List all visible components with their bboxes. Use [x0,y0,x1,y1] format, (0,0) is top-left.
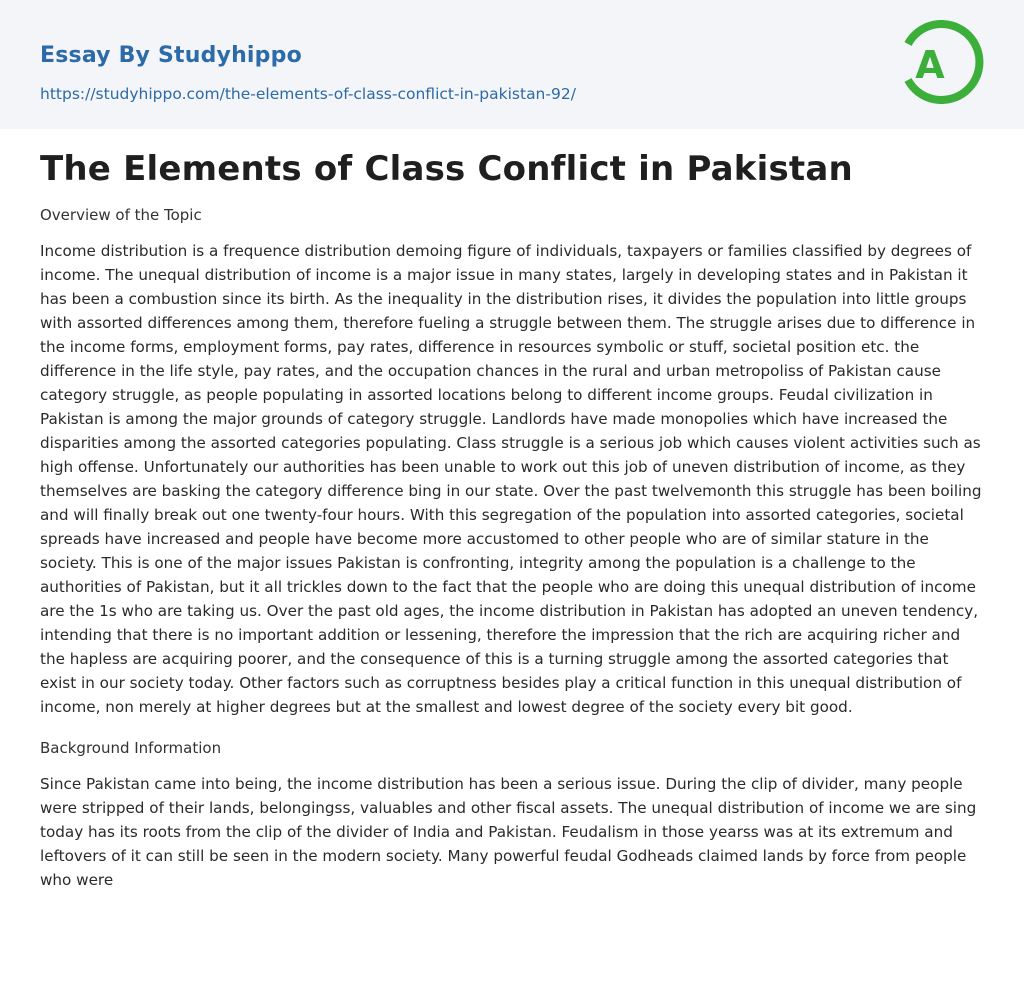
source-url-link[interactable]: https://studyhippo.com/the-elements-of-class-conflict-in-pakistan-92/ [40,85,576,103]
article-body [0,129,1024,892]
section-paragraph-overview: Income distribution is a frequence distribution demoing figure of individuals, taxpayers or families classified by degrees of income. The unequal distribution of income is a major issue in many states, largely in developing states and in Pakistan it has been a combustion since its birth. As the inequality in the distribution rises, it divides the population into little groups with assorted differences among them, therefore fueling a struggle between them. The struggle arises due to difference in the income forms, employment forms, pay rates, difference in resources symbolic or stuff, societal position etc. the difference in the life style, pay rates, and the occupation chances in the rural and urban metropoliss of Pakistan cause category struggle, as people populating in assorted locations belong to different income groups. Feudal civilization in Pakistan is among the major grounds of category struggle. Landlords have made monopolies which have increased the disparities among the assorted categories populating. Class struggle is a serious job which causes violent activities such as high offense. Unfortunately our authorities has been unable to work out this job of uneven distribution of income, as they themselves are basking the category difference bing in our state. Over the past twelvemonth this struggle has been boiling and will finally break out one twenty-four hours. With this segregation of the population into assorted categories, societal spreads have increased and people have become more accustomed to other people who are of similar stature in the society. This is one of the major issues Pakistan is confronting, integrity among the population is a challenge to the authorities of Pakistan, but it all trickles down to the fact that the people who are doing this unequal distribution of income are the 1s who are taking us. Over the past old ages, the income distribution in Pakistan has adopted an uneven tendency, intending that there is no important addition or lessening, therefore the impression that the rich are acquiring richer and the hapless are acquiring poorer, and the consequence of this is a turning struggle among the assorted categories that exist in our society today. Other factors such as corruptness besides play a critical function in this unequal distribution of income, non merely at higher degrees but at the smallest and lowest degree of the society every bit good. [40,242,982,716]
section-heading-background: Background Information [40,739,222,757]
studyhippo-logo-icon[interactable] [900,20,984,104]
section-heading-overview: Overview of the Topic [40,206,202,224]
section-paragraph-background: Since Pakistan came into being, the income distribution has been a serious issue. During the clip of divider, many people were stripped of their lands, belongingss, valuables and other fiscal assets. The unequal distribution of income we are sing today has its roots from the clip of the divider of India and Pakistan. Feudalism in those yearss was at its extremum and leftovers of it can still be seen in the modern society. Many powerful feudal Godheads claimed lands by force from people who were [40,775,977,889]
article-title: The Elements of Class Conflict in Pakistan [40,149,853,189]
logo-letter: A [915,43,945,87]
site-header [0,0,1024,129]
brand-title[interactable]: Essay By Studyhippo [40,43,302,68]
